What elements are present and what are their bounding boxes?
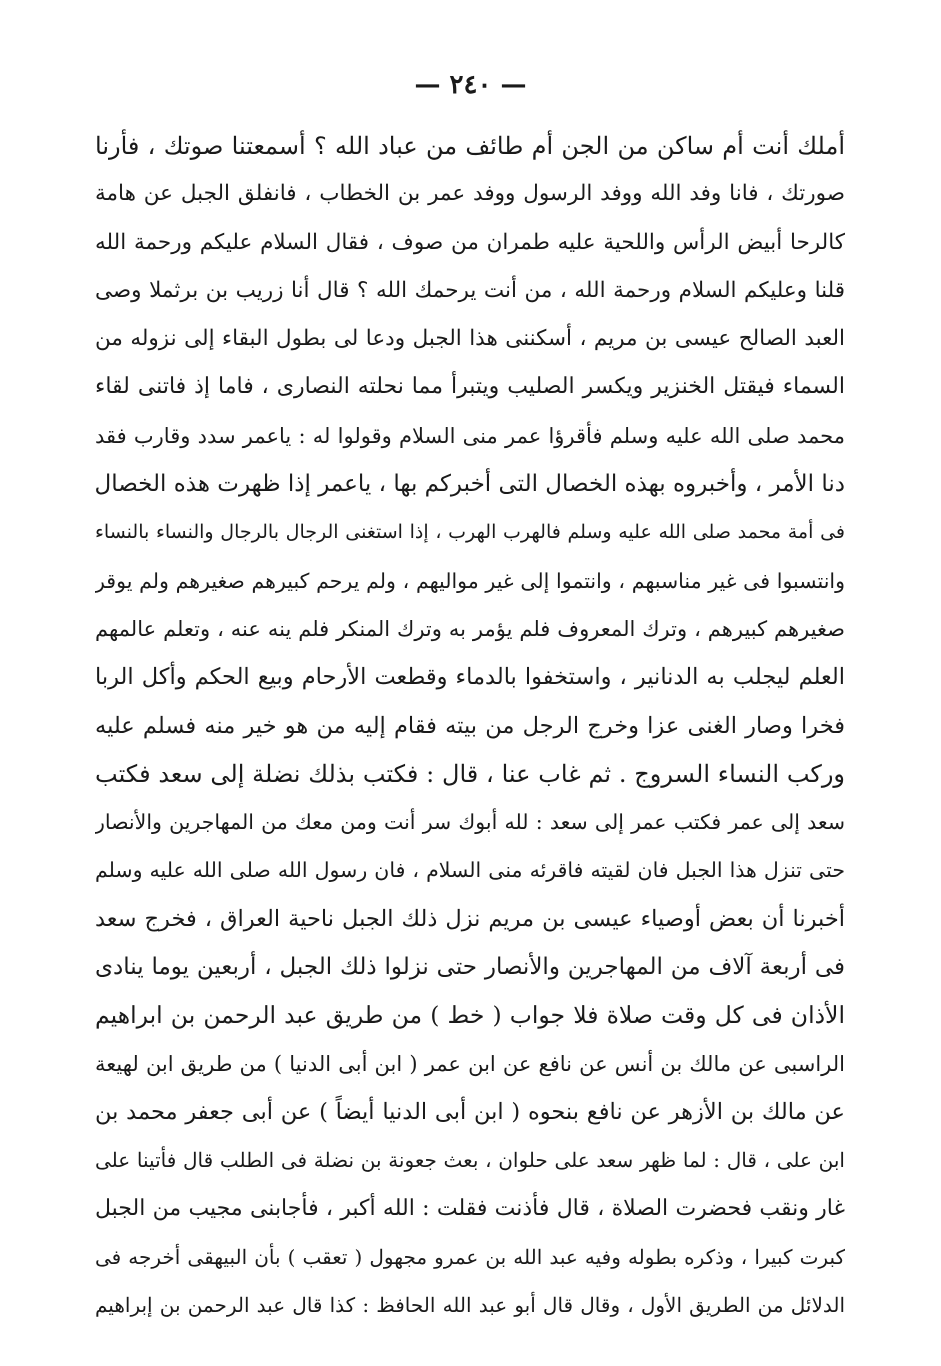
text-line: ابن على ، قال : لما ظهر سعد على حلوان ، بعث جعونة بن نضلة فى الطلب قال فأتينا على — [95, 1148, 845, 1173]
text-line: العلم ليجلب به الدنانير ، واستخفوا بالدماء وقطعت الأرحام وبيع الحكم وأكل الربا — [95, 664, 845, 691]
text-line: أملك أنت أم ساكن من الجن أم طائف من عباد الله ؟ أسمعتنا صوتك ، فأرنا — [95, 132, 845, 160]
text-line: فى أربعة آلاف من المهاجرين والأنصار حتى نزلوا ذلك الجبل ، أربعين يوما ينادى — [95, 954, 845, 981]
text-body — [95, 122, 845, 1329]
text-line: وانتسبوا فى غير مناسبهم ، وانتموا إلى غير مواليهم ، ولم يرحم كبيرهم صغيرهم ولم يوقر — [95, 568, 845, 593]
text-line: الدلائل من الطريق الأول ، وقال قال أبو عبد الله الحافظ : كذا قال عبد الرحمن بن إبراهيم — [95, 1293, 845, 1318]
text-line: صغيرهم كبيرهم ، وترك المعروف فلم يؤمر به وترك المنكر فلم ينه عنه ، وتعلم عالمهم — [95, 616, 845, 641]
text-line: قلنا وعليكم السلام ورحمة الله ، من أنت يرحمك الله ؟ قال أنا زريب بن برثملا وصى — [95, 277, 845, 303]
text-line: الراسبى عن مالك بن أنس عن نافع عن ابن عمر ( ابن أبى الدنيا ) من طريق ابن لهيعة — [95, 1051, 845, 1076]
text-line: غار ونقب فحضرت الصلاة ، قال فأذنت فقلت : الله أكبر ، فأجابنى مجيب من الجبل — [95, 1195, 845, 1221]
text-line: دنا الأمر ، وأخبروه بهذه الخصال التى أخبركم بها ، ياعمر إذا ظهرت هذه الخصال — [95, 471, 845, 498]
text-line: العبد الصالح عيسى بن مريم ، أسكننى هذا الجبل ودعا لى بطول البقاء إلى نزوله من — [95, 326, 845, 352]
text-line: أخبرنا أن بعض أوصياء عيسى بن مريم نزل ذلك الجبل ناحية العراق ، فخرج سعد — [95, 905, 845, 932]
text-line: وركب النساء السروج . ثم غاب عنا ، قال : فكتب بذلك نضلة إلى سعد فكتب — [95, 759, 845, 788]
text-line: كبرت كبيرا ، وذكره بطوله وفيه عبد الله بن عمرو مجهول ( تعقب ) بأن البيهقى أخرجه فى — [95, 1244, 845, 1269]
text-line: السماء فيقتل الخنزير ويكسر الصليب ويتبرأ مما نحلته النصارى ، فاما إذ فاتنى لقاء — [95, 374, 845, 400]
text-line: حتى تنزل هذا الجبل فان لقيته فاقرئه منى السلام ، فان رسول الله صلى الله عليه وسلم — [95, 858, 845, 883]
text-line: صورتك ، فانا وفد الله ووفد الرسول ووفد عمر بن الخطاب ، فانفلق الجبل عن هامة — [95, 181, 845, 207]
text-line: الأذان فى كل وقت صلاة فلا جواب ( خط ) من طريق عبد الرحمن بن ابراهيم — [95, 1001, 845, 1030]
text-line: فى أمة محمد صلى الله عليه وسلم فالهرب الهرب ، إذا استغنى الرجال بالرجال والنساء بالنساء — [95, 521, 845, 544]
text-line: كالرحا أبيض الرأس واللحية عليه طمران من صوف ، فقال السلام عليكم ورحمة الله — [95, 229, 845, 255]
text-line: محمد صلى الله عليه وسلم فأقرؤا عمر منى السلام وقولوا له : ياعمر سدد وقارب فقد — [95, 423, 845, 448]
text-line: سعد إلى عمر فكتب عمر إلى سعد : لله أبوك سر أنت ومن معك من المهاجرين والأنصار — [95, 810, 845, 835]
page-number: — ٢٤٠ — — [414, 70, 527, 100]
text-line: فخرا وصار الغنى عزا وخرج الرجل من بيته فقام إليه من هو خير منه فسلم عليه — [95, 712, 845, 739]
text-line: عن مالك بن الأزهر عن نافع بنحوه ( ابن أبى الدنيا أيضاً ) عن أبى جعفر محمد بن — [95, 1098, 845, 1125]
